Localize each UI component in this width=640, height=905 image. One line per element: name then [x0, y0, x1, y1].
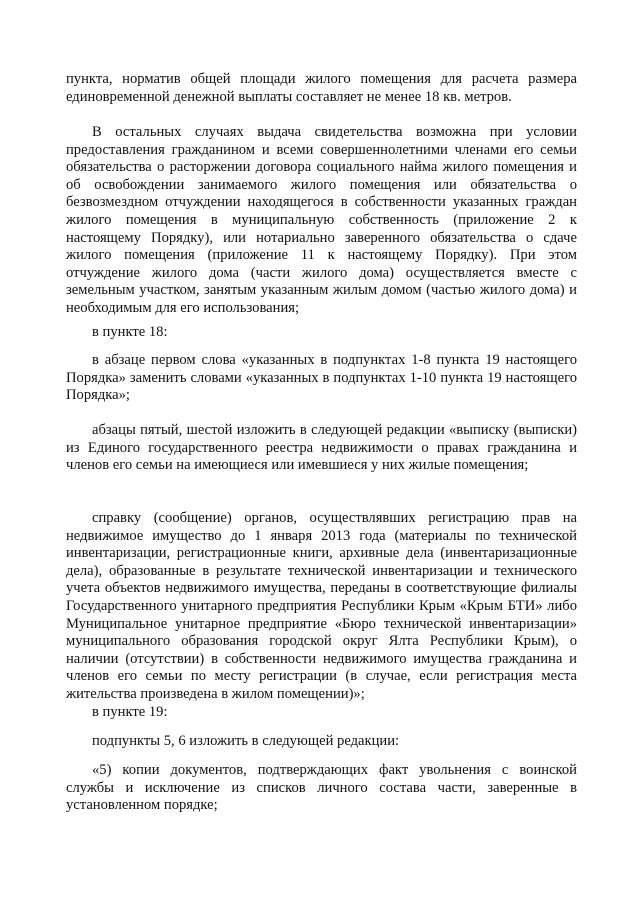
paragraph-fifth-sixth-abstract: абзацы пятый, шестой изложить в следующей редакции «выписку (выписки) из Единого государственного реестра недвижимости о правах гражданина и членов его семьи на имеющиеся или имевшиеся у них жилые помещения; — [66, 422, 577, 474]
paragraph-first-abstract: в абзаце первом слова «указанных в подпунктах 1-8 пункта 19 настоящего Порядка» заменить словами «указанных в подпунктах 1-10 пункта 19 настоящего Порядка»; — [66, 352, 577, 404]
paragraph-point-19: в пункте 19: — [92, 704, 168, 720]
paragraph-reference-statement: справку (сообщение) органов, осуществлявших регистрацию прав на недвижимое имущество до 1 января 2013 года (материалы по технической инвентаризации, регистрационные книги, архивные дела (инвентаризационные дела), образованные в результате технической инвентаризации и технического учета объектов недвижимого имущества, переданы в соответствующие филиалы Государственного унитарного предприятия Республики Крым «Крым БТИ» либо Муниципальное унитарное предприятие «Бюро технической инвентаризации» муниципального образования городской округ Ялта Республики Крым), о наличии (отсутствии) в собственности недвижимого имущества гражданина и членов его семьи по месту регистрации (в случае, если регистрация места жительства произведена в жилом помещении)»; — [66, 510, 577, 702]
paragraph-point-18: в пункте 18: — [92, 324, 168, 340]
paragraph-subpoint-5: «5) копии документов, подтверждающих факт увольнения с воинской службы и исключение из списков личного состава части, заверенные в установленном порядке; — [66, 762, 577, 814]
paragraph-continuation: пункта, норматив общей площади жилого помещения для расчета размера единовременной денежной выплаты составляет не менее 18 кв. метров. — [66, 71, 577, 105]
paragraph-certificate-conditions: В остальных случаях выдача свидетельства возможна при условии предоставления гражданином и всеми совершеннолетними членами его семьи обязательства о расторжении договора социального найма жилого помещения и об освобождении занимаемого жилого помещения или обязательства о безвозмездном отчуждении находящегося в собственности указанных граждан жилого помещения в муниципальную собственность (приложение 2 к настоящему Порядку), или нотариально заверенного обязательства о сдаче жилого помещения (приложение 11 к настоящему Порядку). При этом отчуждение жилого дома (части жилого дома) осуществляется вместе с земельным участком, занятым указанным жилым домом (частью жилого дома) и необходимым для его использования; — [66, 124, 577, 316]
paragraph-subpoints-5-6: подпункты 5, 6 изложить в следующей редакции: — [92, 733, 400, 749]
